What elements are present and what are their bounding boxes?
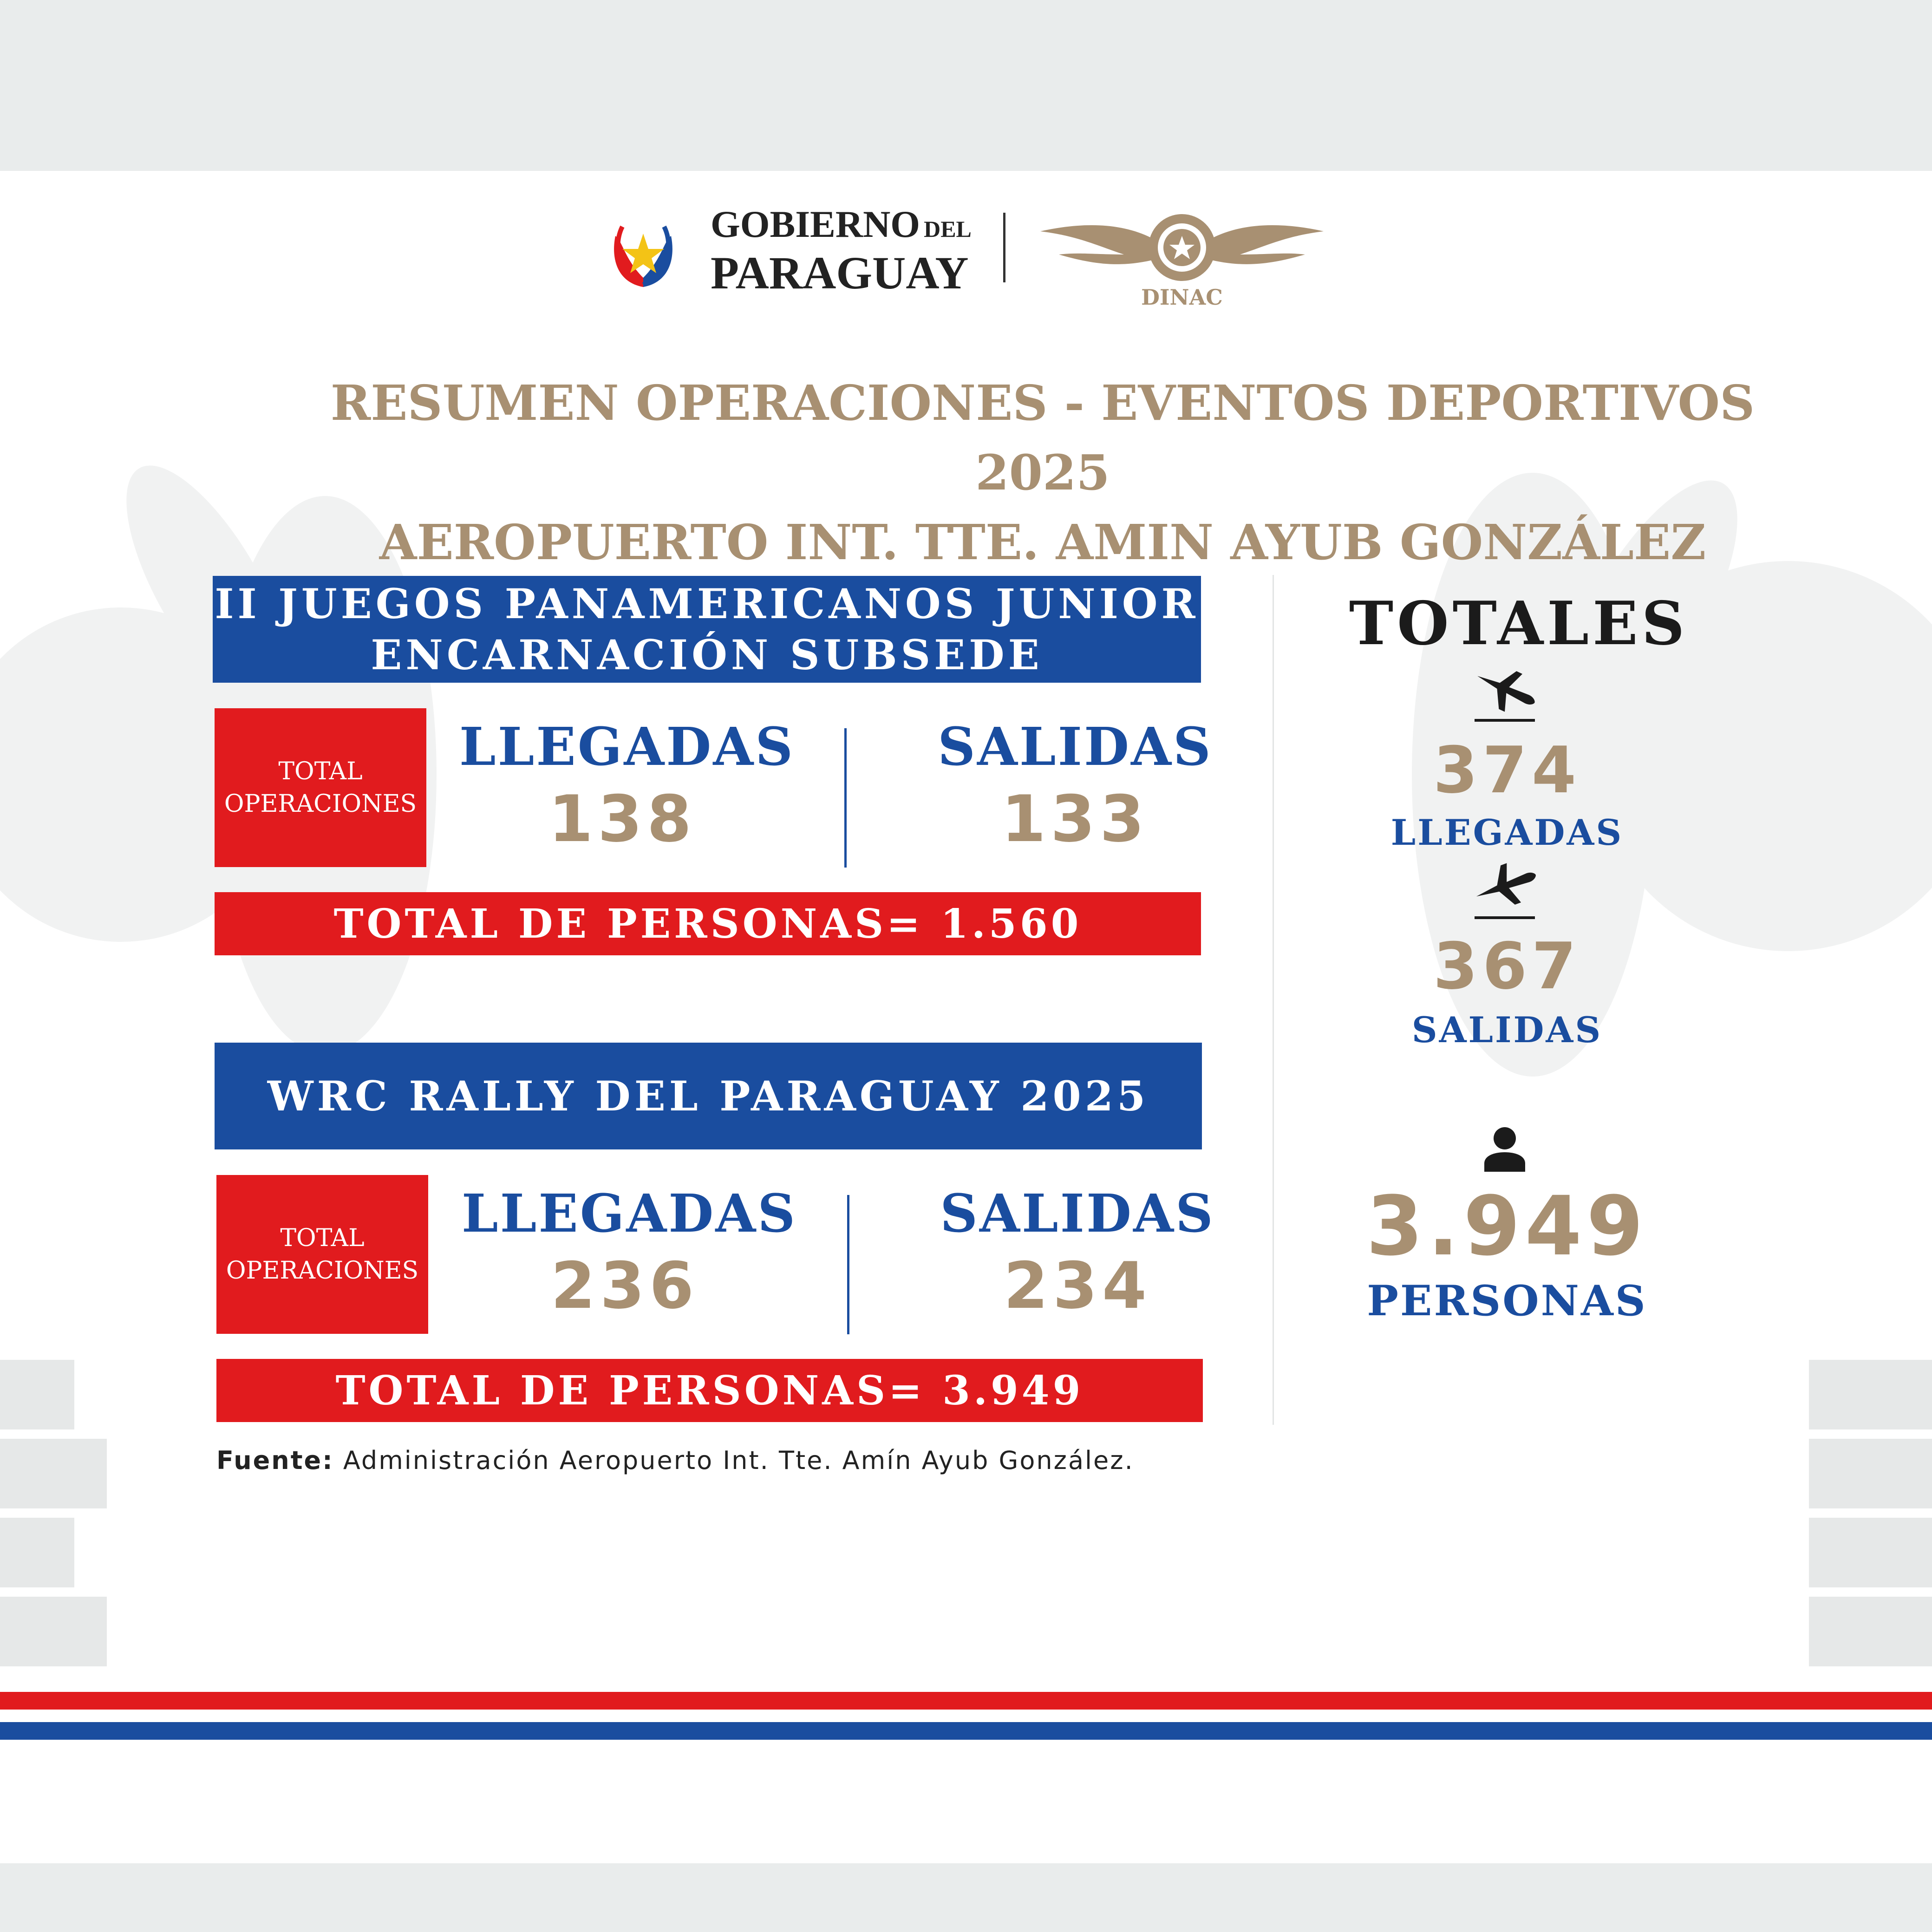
top-band (0, 0, 1932, 171)
dinac-wings-emblem (1040, 203, 1324, 296)
page-title (260, 368, 1825, 577)
totals-arrivals-label: LLEGADAS (1390, 812, 1624, 853)
totals-departures-label: SALIDAS (1411, 1009, 1603, 1051)
event1-divider (844, 728, 847, 868)
paraguay-coat-of-arms-logo (608, 208, 678, 296)
flag-stripe-blue (0, 1722, 1932, 1740)
totals-heading: TOTALES (1349, 589, 1689, 659)
event1-name-line1: II JUEGOS PANAMERICANOS JUNIOR (215, 580, 1199, 628)
event2-name-line1: WRC RALLY DEL PARAGUAY 2025 (267, 1072, 1149, 1120)
event1-arrivals-label: LLEGADAS (459, 717, 795, 777)
bottom-band (0, 1863, 1932, 1932)
source-label: Fuente: (216, 1446, 334, 1475)
totals-persons-value: 3.949 (1366, 1179, 1648, 1274)
flag-stripe-red (0, 1692, 1932, 1710)
column-separator (1273, 575, 1274, 1425)
person-icon (1482, 1125, 1527, 1172)
event1-total-ops-line1: TOTAL (278, 757, 363, 785)
event1-persons-bar (215, 892, 1201, 955)
event1-header (213, 576, 1201, 683)
gov-line1: GOBIERNO (711, 203, 920, 245)
gov-line2: PARAGUAY (711, 247, 969, 299)
government-wordmark (711, 203, 989, 299)
event2-persons-text: TOTAL DE PERSONAS= 3.949 (335, 1367, 1084, 1414)
event1-departures-value: 133 (1001, 782, 1149, 856)
title-line2: AEROPUERTO INT. TTE. AMIN AYUB GONZÁLEZ (379, 514, 1706, 571)
dinac-label: DINAC (1141, 285, 1223, 310)
event2-total-ops-line2: OPERACIONES (226, 1257, 419, 1285)
infographic-panel (0, 171, 1932, 1863)
logo-divider (1003, 213, 1005, 282)
source-note (216, 1446, 1331, 1475)
event2-header (215, 1043, 1202, 1149)
event1-total-ops-line2: OPERACIONES (224, 790, 417, 818)
event2-departures-value: 234 (1003, 1248, 1152, 1323)
event1-total-ops-box (215, 708, 426, 867)
title-line1: RESUMEN OPERACIONES - EVENTOS DEPORTIVOS 2025 (330, 374, 1755, 501)
event2-arrivals-value: 236 (550, 1248, 699, 1323)
event2-divider (847, 1195, 849, 1334)
event1-persons-text: TOTAL DE PERSONAS= 1.560 (333, 900, 1082, 947)
event2-departures-label: SALIDAS (940, 1183, 1215, 1244)
totals-departures-value: 367 (1433, 929, 1581, 1004)
totals-persons-label: PERSONAS (1367, 1276, 1647, 1325)
event2-persons-bar (216, 1359, 1203, 1422)
event1-name-line2: ENCARNACIÓN SUBSEDE (371, 631, 1043, 679)
plane-landing-icon (1470, 663, 1540, 724)
gov-del: DEL (924, 216, 972, 242)
event2-arrivals-label: LLEGADAS (461, 1183, 797, 1244)
event1-departures-label: SALIDAS (938, 717, 1213, 777)
event1-arrivals-value: 138 (548, 782, 697, 856)
event2-total-ops-line1: TOTAL (280, 1224, 365, 1252)
event2-total-ops-box (216, 1175, 428, 1334)
plane-takeoff-icon (1470, 861, 1540, 921)
source-text: Administración Aeropuerto Int. Tte. Amín Ayub González. (343, 1446, 1134, 1475)
totals-arrivals-value: 374 (1433, 733, 1581, 808)
